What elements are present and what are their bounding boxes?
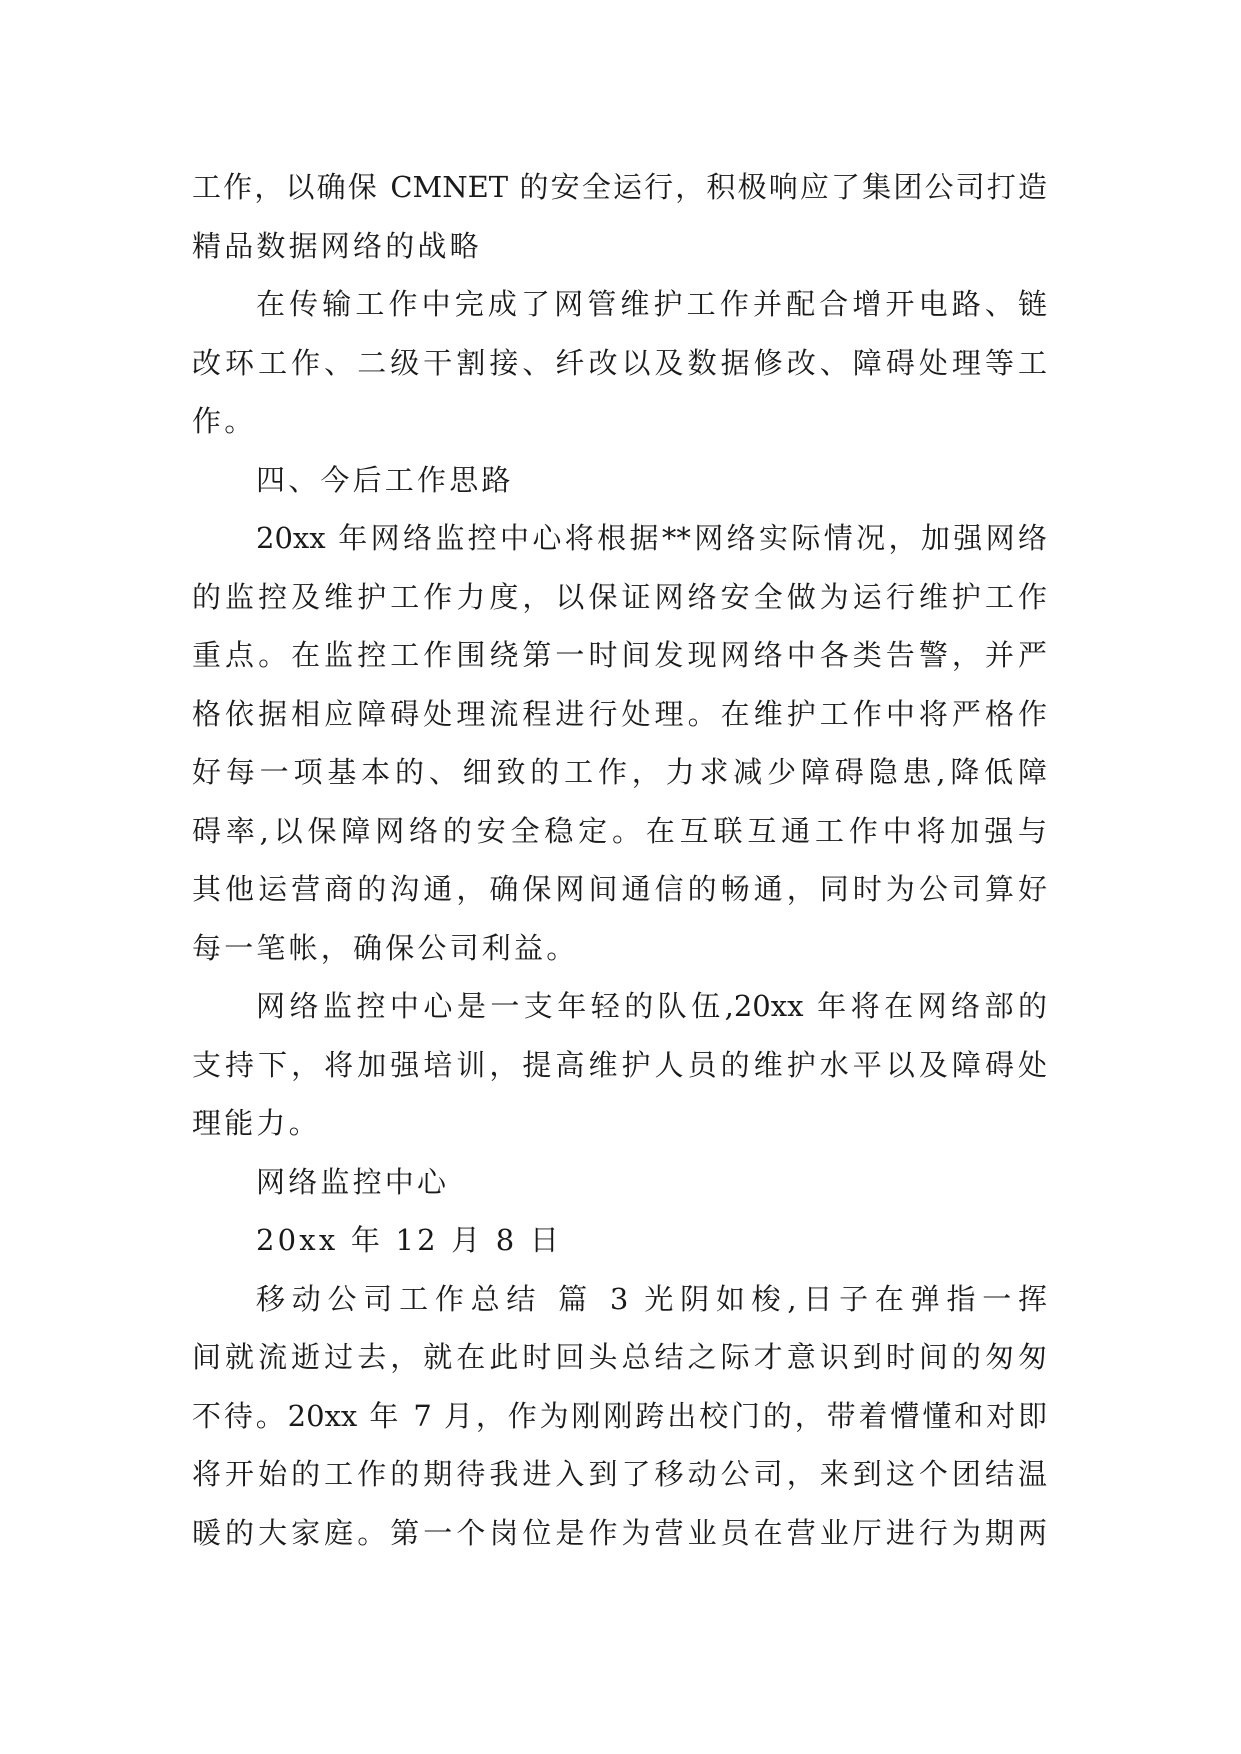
text-line: 的监控及维护工作力度，以保证网络安全做为运行维护工作 [192, 579, 1047, 614]
text-line: 网络监控中心是一支年轻的队伍,20xx 年将在网络部的 [256, 989, 1047, 1023]
text-line: 理能力。 [192, 1106, 321, 1140]
text-line: 工作，以确保 CMNET 的安全运行，积极响应了集团公司打造 [192, 170, 1047, 204]
text-line: 移动公司工作总结 篇 3 光阴如梭,日子在弹指一挥 [256, 1281, 1047, 1316]
text-line: 格依据相应障碍处理流程进行处理。在维护工作中将严格作 [192, 696, 1047, 731]
text-line: 暖的大家庭。第一个岗位是作为营业员在营业厅进行为期两 [192, 1515, 1047, 1550]
text-line: 改环工作、二级干割接、纤改以及数据修改、障碍处理等工 [192, 345, 1047, 380]
text-line: 20xx 年网络监控中心将根据**网络实际情况，加强网络 [256, 521, 1047, 555]
text-line: 重点。在监控工作围绕第一时间发现网络中各类告警，并严 [192, 638, 1047, 672]
text-line: 其他运营商的沟通，确保网间通信的畅通，同时为公司算好 [192, 872, 1047, 906]
document-page [192, 158, 1047, 1562]
text-line: 精品数据网络的战略 [192, 228, 482, 263]
text-line: 间就流逝过去，就在此时回头总结之际才意识到时间的匆匆 [192, 1340, 1047, 1374]
text-line: 作。 [192, 404, 257, 438]
text-line: 将开始的工作的期待我进入到了移动公司，来到这个团结温 [192, 1457, 1047, 1491]
signature-org: 网络监控中心 [256, 1164, 450, 1199]
text-line: 每一笔帐，确保公司利益。 [192, 930, 579, 965]
text-line: 碍率,以保障网络的安全稳定。在互联互通工作中将加强与 [192, 813, 1047, 848]
signature-date: 20xx 年 12 月 8 日 [256, 1223, 563, 1257]
text-line: 不待。20xx 年 7 月，作为刚刚跨出校门的，带着懵懂和对即 [192, 1398, 1047, 1433]
text-line: 在传输工作中完成了网管维护工作并配合增开电路、链 [256, 287, 1047, 321]
text-line: 好每一项基本的、细致的工作，力求减少障碍隐患,降低障 [192, 755, 1047, 789]
section-heading: 四、今后工作思路 [256, 462, 514, 497]
text-line: 支持下，将加强培训，提高维护人员的维护水平以及障碍处 [192, 1047, 1047, 1082]
